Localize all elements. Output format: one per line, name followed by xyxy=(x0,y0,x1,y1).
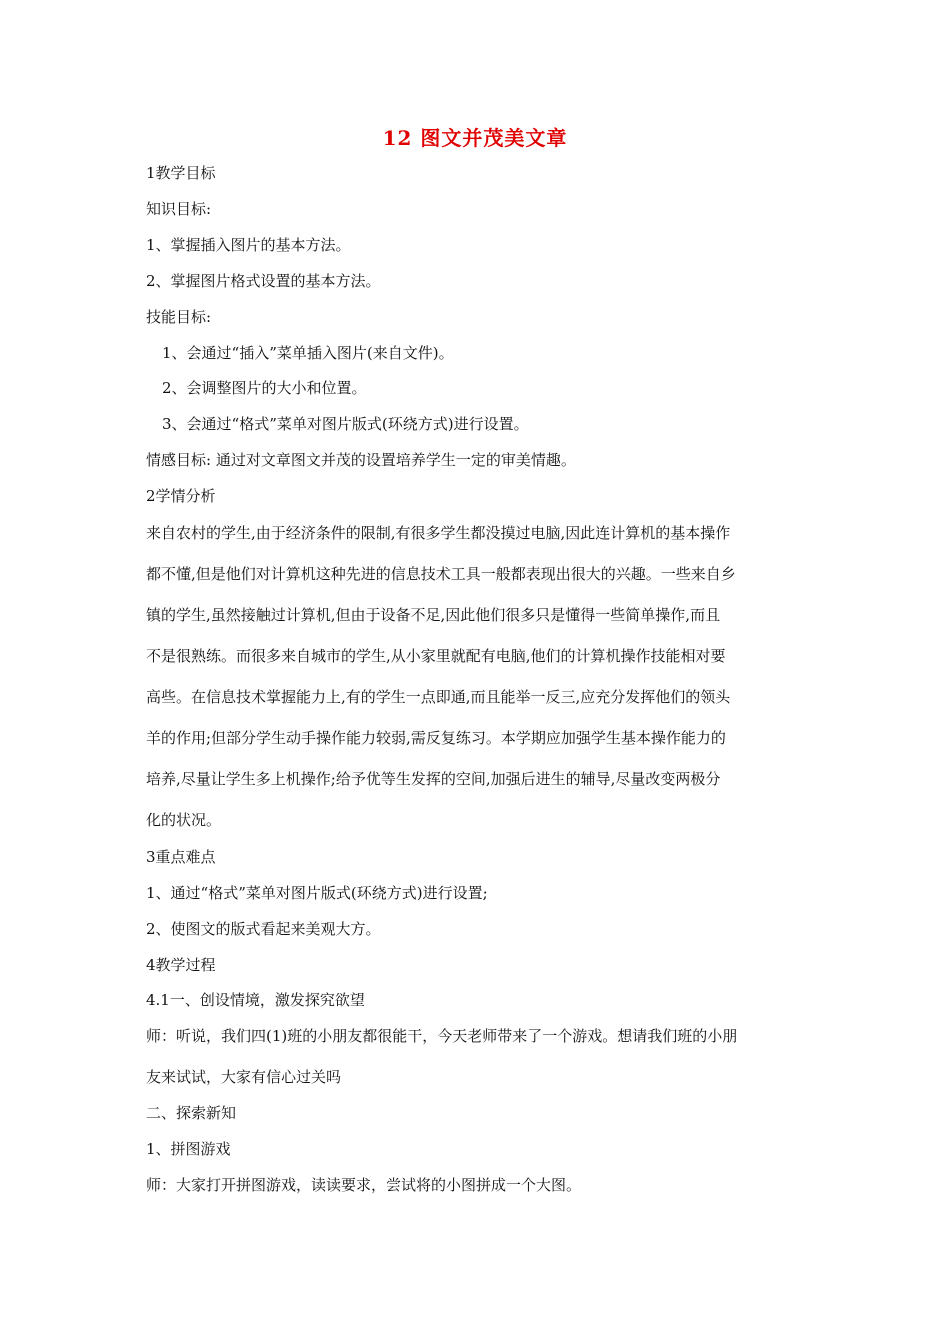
paragraph: 情感目标: 通过对文章图文并茂的设置培养学生一定的审美情趣。 xyxy=(146,451,576,469)
paragraph: 1、会通过“插入”菜单插入图片(来自文件)。 xyxy=(162,344,454,362)
paragraph: 知识目标: xyxy=(146,200,212,218)
page-title: 12 图文并茂美文章 xyxy=(382,126,568,150)
section-heading: 3重点难点 xyxy=(146,848,216,866)
paragraph: 1、通过“格式”菜单对图片版式(环绕方式)进行设置; xyxy=(146,884,488,902)
section-heading: 4教学过程 xyxy=(146,956,216,974)
paragraph: 都不懂,但是他们对计算机这种先进的信息技术工具一般都表现出很大的兴趣。一些来自乡 xyxy=(146,565,736,583)
paragraph: 来自农村的学生,由于经济条件的限制,有很多学生都没摸过电脑,因此连计算机的基本操作 xyxy=(146,524,731,542)
paragraph: 1、拼图游戏 xyxy=(146,1140,231,1158)
paragraph: 培养,尽量让学生多上机操作;给予优等生发挥的空间,加强后进生的辅导,尽量改变两极分 xyxy=(146,770,721,788)
paragraph: 化的状况。 xyxy=(146,811,222,829)
subsection-heading: 二、探索新知 xyxy=(146,1104,237,1122)
paragraph: 不是很熟练。而很多来自城市的学生,从小家里就配有电脑,他们的计算机操作技能相对要 xyxy=(146,647,726,665)
section-heading: 2学情分析 xyxy=(146,487,216,505)
paragraph: 羊的作用;但部分学生动手操作能力较弱,需反复练习。本学期应加强学生基本操作能力的 xyxy=(146,729,726,747)
paragraph: 镇的学生,虽然接触过计算机,但由于设备不足,因此他们很多只是懂得一些简单操作,而且 xyxy=(146,606,721,624)
paragraph: 2、使图文的版式看起来美观大方。 xyxy=(146,920,381,938)
section-heading: 1教学目标 xyxy=(146,164,216,182)
paragraph: 2、会调整图片的大小和位置。 xyxy=(162,379,367,397)
paragraph: 师：大家打开拼图游戏，读读要求，尝试将的小图拼成一个大图。 xyxy=(146,1176,582,1194)
paragraph: 2、掌握图片格式设置的基本方法。 xyxy=(146,272,381,290)
paragraph: 友来试试，大家有信心过关吗 xyxy=(146,1068,342,1086)
subsection-heading: 4.1一、创设情境，激发探究欲望 xyxy=(146,991,365,1009)
paragraph: 3、会通过“格式”菜单对图片版式(环绕方式)进行设置。 xyxy=(162,415,529,433)
paragraph: 高些。在信息技术掌握能力上,有的学生一点即通,而且能举一反三,应充分发挥他们的领头 xyxy=(146,688,731,706)
paragraph: 师：听说，我们四(1)班的小朋友都很能干，今天老师带来了一个游戏。想请我们班的小朋 xyxy=(146,1027,738,1045)
paragraph: 技能目标: xyxy=(146,308,212,326)
paragraph: 1、掌握插入图片的基本方法。 xyxy=(146,236,351,254)
